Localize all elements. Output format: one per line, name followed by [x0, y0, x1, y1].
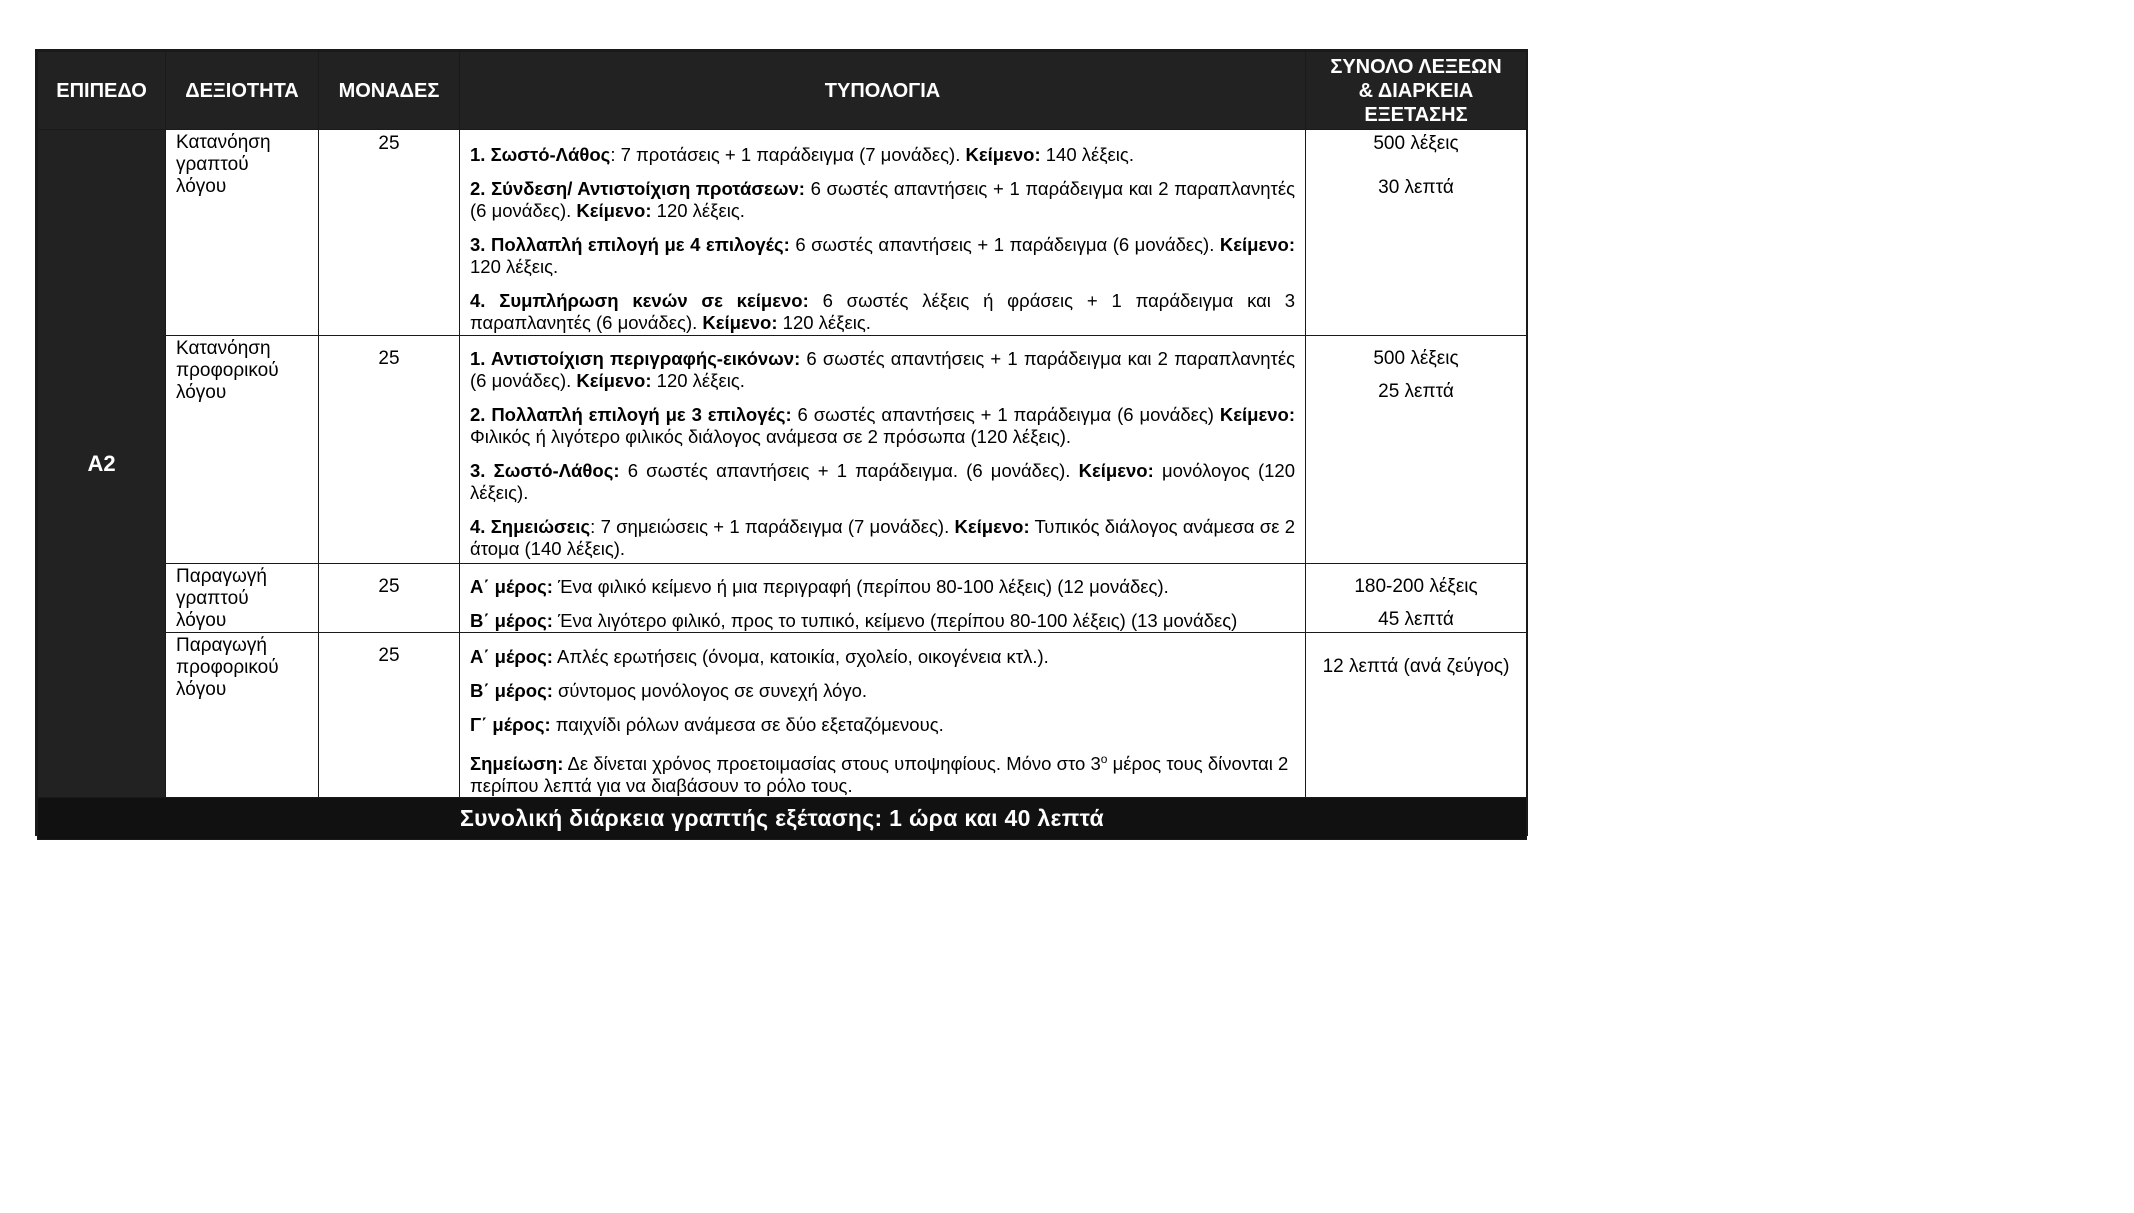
skill-cell [166, 336, 319, 564]
header-total-line2: & ΔΙΑΡΚΕΙΑ [1358, 79, 1474, 102]
total-words: 500 λέξεις [1373, 348, 1459, 369]
typology-item: Β΄ μέρος: σύντομος μονόλογος σε συνεχή λόγο. [470, 680, 868, 701]
typology-item: Α΄ μέρος: Απλές ερωτήσεις (όνομα, κατοικία, σχολείο, οικογένεια κτλ.). [470, 646, 1049, 667]
total-cell [1306, 564, 1527, 633]
typology-item: 4. Σημειώσεις: 7 σημειώσεις + 1 παράδειγμα (7 μονάδες). Κείμενο: Τυπικός διάλογος ανάμεσα σε 2 άτομα (140 λέξεις). [470, 516, 1295, 559]
total-words: 180-200 λέξεις [1354, 576, 1478, 597]
units-cell: 25 [319, 633, 460, 798]
typology-cell [460, 633, 1306, 798]
skill-line: Παραγωγή [176, 635, 267, 656]
skill-line: λόγου [176, 176, 227, 197]
typology-item: Γ΄ μέρος: παιχνίδι ρόλων ανάμεσα σε δύο εξεταζόμενους. [470, 714, 944, 735]
typology-item: 1. Σωστό-Λάθος: 7 προτάσεις + 1 παράδειγμα (7 μονάδες). Κείμενο: 140 λέξεις. [470, 144, 1134, 165]
skill-line: λόγου [176, 679, 227, 700]
level-cell: Α2 [38, 130, 166, 798]
table-row [38, 130, 1527, 336]
typology-item: Α΄ μέρος: Ένα φιλικό κείμενο ή μια περιγραφή (περίπου 80-100 λέξεις) (12 μονάδες). [470, 576, 1169, 597]
total-cell [1306, 130, 1527, 336]
skill-line: προφορικού [176, 360, 279, 381]
total-words: 12 λεπτά (ανά ζεύγος) [1322, 656, 1510, 677]
table-row [38, 564, 1527, 633]
header-units: ΜΟΝΑΔΕΣ [319, 52, 460, 130]
total-words: 500 λέξεις [1373, 133, 1459, 154]
typology-item: 2. Σύνδεση/ Αντιστοίχιση προτάσεων: 6 σωστές απαντήσεις + 1 παράδειγμα και 2 παραπλανητές (6 μονάδες). Κείμενο: 120 λέξεις. [470, 178, 1295, 221]
footer-total-duration: Συνολική διάρκεια γραπτής εξέτασης: 1 ώρα και 40 λεπτά [38, 798, 1527, 840]
skill-line: γραπτού [176, 588, 249, 609]
typology-item: Β΄ μέρος: Ένα λιγότερο φιλικό, προς το τυπικό, κείμενο (περίπου 80-100 λέξεις) (13 μονάδες) [470, 610, 1238, 631]
units-cell: 25 [319, 564, 460, 633]
skill-line: λόγου [176, 382, 227, 403]
total-time: 45 λεπτά [1378, 609, 1454, 630]
typology-item: 3. Πολλαπλή επιλογή με 4 επιλογές: 6 σωστές απαντήσεις + 1 παράδειγμα (6 μονάδες). Κείμενο: 120 λέξεις. [470, 234, 1295, 277]
exam-spec-table [37, 51, 1527, 840]
skill-line: λόγου [176, 610, 227, 631]
header-skill: ΔΕΞΙΟΤΗΤΑ [166, 52, 319, 130]
total-time: 25 λεπτά [1378, 381, 1454, 402]
skill-line: Παραγωγή [176, 566, 267, 587]
typology-cell [460, 130, 1306, 336]
skill-cell [166, 564, 319, 633]
header-total [1306, 52, 1527, 130]
skill-line: προφορικού [176, 657, 279, 678]
footer-row [38, 798, 1527, 840]
header-total-line3: ΕΞΕΤΑΣΗΣ [1364, 103, 1468, 126]
table-row [38, 633, 1527, 798]
typology-cell [460, 336, 1306, 564]
typology-item: 2. Πολλαπλή επιλογή με 3 επιλογές: 6 σωστές απαντήσεις + 1 παράδειγμα (6 μονάδες) Κείμενο: Φιλικός ή λιγότερο φιλικός διάλογος ανάμεσα σε 2 πρόσωπα (120 λέξεις). [470, 404, 1295, 447]
typology-item: 1. Αντιστοίχιση περιγραφής-εικόνων: 6 σωστές απαντήσεις + 1 παράδειγμα και 2 παραπλανητές (6 μονάδες). Κείμενο: 120 λέξεις. [470, 348, 1295, 391]
total-cell [1306, 633, 1527, 798]
skill-cell [166, 130, 319, 336]
total-cell [1306, 336, 1527, 564]
total-time: 30 λεπτά [1378, 177, 1454, 198]
units-cell: 25 [319, 130, 460, 336]
skill-line: γραπτού [176, 154, 249, 175]
skill-line: Κατανόηση [176, 132, 271, 153]
skill-line: Κατανόηση [176, 338, 271, 359]
typology-item: 4. Συμπλήρωση κενών σε κείμενο: 6 σωστές λέξεις ή φράσεις + 1 παράδειγμα και 3 παραπλανητές (6 μονάδες). Κείμενο: 120 λέξεις. [470, 290, 1296, 333]
header-row [38, 52, 1527, 130]
typology-note: Σημείωση: Δε δίνεται χρόνος προετοιμασίας στους υποψηφίους. Μόνο στο $3^o$ μέρος τους δίνονται 2 περίπου λεπτά για να διαβάσουν το ρόλο τους. [470, 752, 1289, 797]
header-total-line1: ΣΥΝΟΛΟ ΛΕΞΕΩΝ [1330, 55, 1502, 78]
typology-item: 3. Σωστό-Λάθος: 6 σωστές απαντήσεις + 1 παράδειγμα. (6 μονάδες). Κείμενο: μονόλογος (120 λέξεις). [470, 460, 1296, 503]
header-level: ΕΠΙΠΕΔΟ [38, 52, 166, 130]
typology-cell [460, 564, 1306, 633]
header-typology: ΤΥΠΟΛΟΓΙΑ [460, 52, 1306, 130]
units-cell: 25 [319, 336, 460, 564]
table-row [38, 336, 1527, 564]
skill-cell [166, 633, 319, 798]
